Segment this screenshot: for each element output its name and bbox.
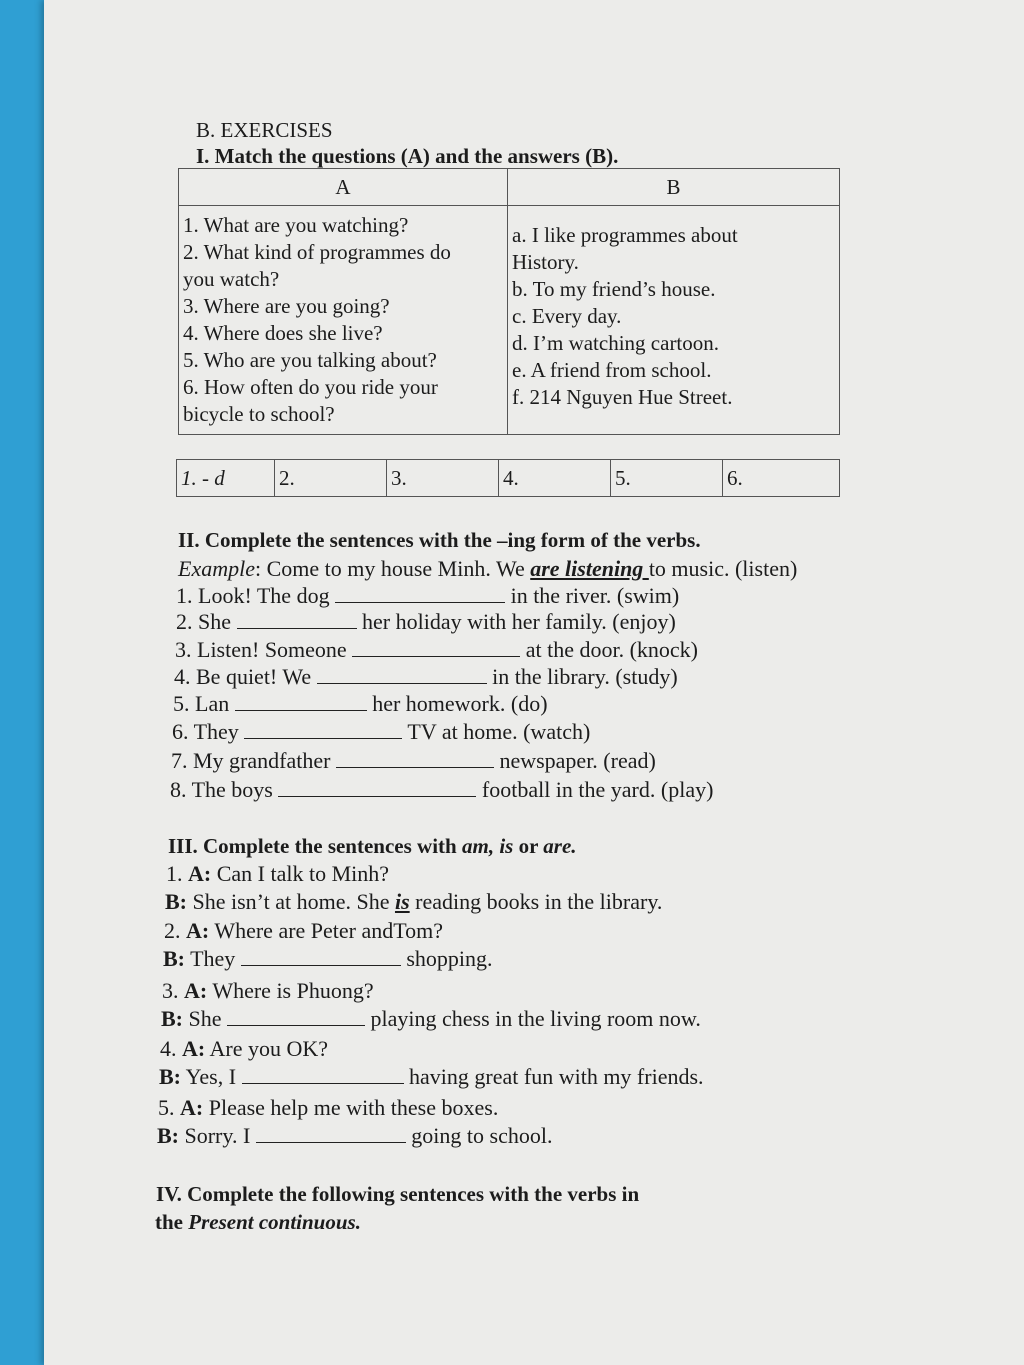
exercise-2-item: 6. They TV at home. (watch) bbox=[172, 719, 591, 744]
exercise-2-title: II. Complete the sentences with the –ing form of the verbs. bbox=[178, 528, 701, 552]
questions-cell bbox=[179, 206, 508, 435]
question-line: 1. What are you watching? bbox=[183, 213, 409, 237]
answer-line: History. bbox=[512, 250, 579, 274]
exercise-3-line: B: She isn’t at home. She is reading books in the library. bbox=[165, 889, 663, 914]
exercise-2-item: 4. Be quiet! We in the library. (study) bbox=[174, 664, 678, 689]
question-line: 6. How often do you ride your bbox=[183, 375, 438, 399]
answer-blank[interactable] bbox=[237, 610, 357, 629]
exercise-3-line: B: She playing chess in the living room now. bbox=[161, 1006, 701, 1031]
question-line: 3. Where are you going? bbox=[183, 294, 390, 318]
exercise-1-title: I. Match the questions (A) and the answers (B). bbox=[196, 144, 619, 168]
example-answer: are listening bbox=[530, 556, 649, 581]
answer-blank[interactable] bbox=[278, 778, 476, 797]
answer-slot[interactable]: 2. bbox=[275, 460, 387, 497]
question-line: 2. What kind of programmes do bbox=[183, 240, 451, 264]
answer-blank[interactable] bbox=[242, 1065, 404, 1084]
answer-blank[interactable] bbox=[244, 720, 402, 739]
answer-blank[interactable] bbox=[227, 1007, 365, 1026]
answer-blank[interactable] bbox=[335, 584, 505, 603]
exercise-3-line: 4. A: Are you OK? bbox=[160, 1036, 329, 1061]
example-label: Example bbox=[178, 556, 255, 581]
exercise-2-item: 1. Look! The dog in the river. (swim) bbox=[176, 583, 680, 608]
answers-cell bbox=[508, 206, 840, 435]
answer-slot[interactable]: 4. bbox=[499, 460, 611, 497]
exercise-3-line: 3. A: Where is Phuong? bbox=[162, 978, 374, 1003]
answer-line: c. Every day. bbox=[512, 304, 622, 328]
answer-blank[interactable] bbox=[256, 1124, 406, 1143]
exercise-2-item: 8. The boys football in the yard. (play) bbox=[170, 777, 714, 802]
answer-slot[interactable]: 6. bbox=[723, 460, 840, 497]
exercise-3-line: 1. A: Can I talk to Minh? bbox=[166, 861, 390, 886]
question-line: 4. Where does she live? bbox=[183, 321, 383, 345]
answer-line: f. 214 Nguyen Hue Street. bbox=[512, 385, 733, 409]
exercise-4-title: IV. Complete the following sentences with the verbs in bbox=[156, 1182, 640, 1206]
exercise-3-line: B: They shopping. bbox=[163, 946, 493, 971]
exercise-3-line: B: Sorry. I going to school. bbox=[157, 1123, 553, 1148]
answer-blank[interactable] bbox=[241, 947, 401, 966]
column-b-header: B bbox=[508, 169, 840, 206]
exercise-2-item: 5. Lan her homework. (do) bbox=[173, 691, 548, 716]
answer-line: e. A friend from school. bbox=[512, 358, 712, 382]
example-answer: is bbox=[394, 889, 410, 914]
answer-row-table bbox=[176, 459, 840, 497]
question-line: bicycle to school? bbox=[183, 402, 335, 426]
exercise-3-line: B: Yes, I having great fun with my friends. bbox=[159, 1064, 704, 1089]
answer-slot[interactable]: 5. bbox=[611, 460, 723, 497]
exercise-3-line: 2. A: Where are Peter andTom? bbox=[164, 918, 444, 943]
answer-blank[interactable] bbox=[336, 749, 494, 768]
exercise-3-line: 5. A: Please help me with these boxes. bbox=[158, 1095, 499, 1120]
question-line: you watch? bbox=[183, 267, 280, 291]
question-line: 5. Who are you talking about? bbox=[183, 348, 437, 372]
example-text-end: to music. (listen) bbox=[648, 556, 798, 581]
exercise-2-item: 2. She her holiday with her family. (enjoy) bbox=[176, 609, 676, 634]
exercise-4-title-cont: the Present continuous. bbox=[155, 1210, 361, 1234]
answer-line: b. To my friend’s house. bbox=[512, 277, 716, 301]
matching-table bbox=[178, 168, 840, 435]
answer-line: d. I’m watching cartoon. bbox=[512, 331, 720, 355]
answer-blank[interactable] bbox=[317, 665, 487, 684]
exercise-2-item: 3. Listen! Someone at the door. (knock) bbox=[175, 637, 698, 662]
answer-slot: 1. - d bbox=[177, 460, 275, 497]
section-heading: B. EXERCISES bbox=[196, 118, 333, 142]
exercise-2-item: 7. My grandfather newspaper. (read) bbox=[171, 748, 656, 773]
answer-slot[interactable]: 3. bbox=[387, 460, 499, 497]
exercise-2-example bbox=[178, 556, 797, 582]
column-a-header: A bbox=[179, 169, 508, 206]
exercise-3-title: III. Complete the sentences with am, is or are. bbox=[168, 834, 577, 858]
answer-blank[interactable] bbox=[235, 692, 367, 711]
example-text: : Come to my house Minh. We bbox=[254, 556, 531, 581]
answer-line: a. I like programmes about bbox=[512, 223, 738, 247]
answer-blank[interactable] bbox=[352, 638, 520, 657]
